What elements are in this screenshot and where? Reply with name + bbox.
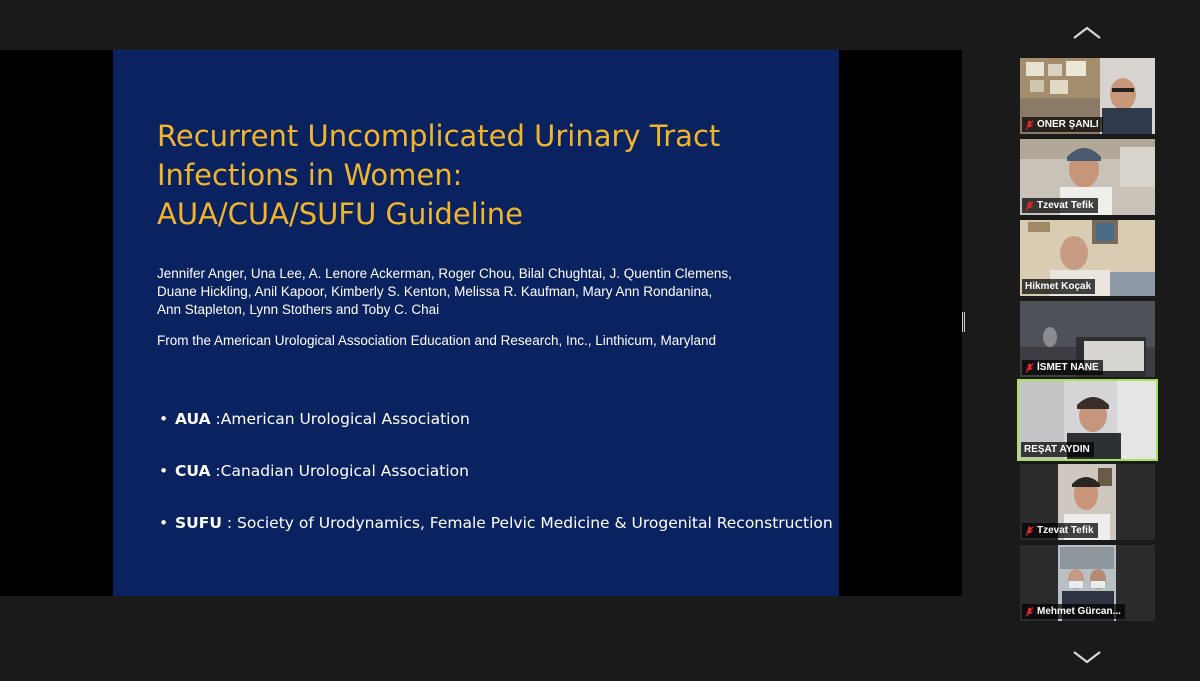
bullet-aua: [159, 410, 470, 428]
participant-name: Tzevat Tefik: [1037, 525, 1094, 536]
bullet-text: :American Urological Association: [210, 410, 470, 428]
participant-name: ONER ŞANLI: [1037, 119, 1099, 130]
chevron-down-icon[interactable]: [1070, 648, 1104, 666]
participant-tile[interactable]: [1020, 464, 1155, 540]
participant-name-tag: [1022, 117, 1103, 132]
slide-affiliation: From the American Urological Association Education and Research, Inc., Linthicum, Maryland: [157, 333, 717, 348]
slide-title-line: Recurrent Uncomplicated Urinary Tract: [157, 119, 721, 153]
bullet-abbr: SUFU: [175, 514, 222, 532]
slide-title-line: AUA/CUA/SUFU Guideline: [157, 197, 524, 231]
mic-off-icon: [1025, 363, 1034, 373]
authors-line: Ann Stapleton, Lynn Stothers and Toby C. Chai: [157, 302, 440, 317]
participant-name: Mehmet Gürcan...: [1037, 606, 1121, 617]
authors-line: Jennifer Anger, Una Lee, A. Lenore Ackerman, Roger Chou, Bilal Chughtai, J. Quentin Clemens,: [157, 266, 732, 281]
participant-name-tag: [1022, 279, 1095, 294]
participant-name-tag: [1022, 604, 1125, 619]
participant-tile[interactable]: [1020, 220, 1155, 296]
participant-tile[interactable]: [1020, 139, 1155, 215]
participant-name-tag: [1021, 442, 1094, 457]
bullet-abbr: AUA: [175, 410, 211, 428]
bullet-dot-icon: •: [159, 410, 169, 428]
bullet-cua: [159, 462, 469, 480]
participant-tile[interactable]: [1020, 545, 1155, 621]
mic-off-icon: [1025, 201, 1034, 211]
mic-off-icon: [1025, 607, 1034, 617]
slide-title: [157, 117, 757, 234]
participant-name-tag: [1022, 360, 1103, 375]
slide-title-line: Infections in Women:: [157, 158, 463, 192]
presentation-slide: [113, 50, 839, 596]
participant-tile[interactable]: [1020, 58, 1155, 134]
bullet-sufu: [159, 514, 833, 532]
bullet-dot-icon: •: [159, 514, 169, 532]
participant-name: REŞAT AYDIN: [1024, 444, 1090, 455]
participant-name-tag: [1022, 523, 1098, 538]
participant-name: Tzevat Tefik: [1037, 200, 1094, 211]
slide-authors: [157, 265, 797, 319]
mic-off-icon: [1025, 526, 1034, 536]
participant-name-tag: [1022, 198, 1098, 213]
bullet-abbr: CUA: [175, 462, 211, 480]
participant-tile[interactable]: [1020, 301, 1155, 377]
participant-name: İSMET NANE: [1037, 362, 1099, 373]
participant-tile-active[interactable]: [1017, 379, 1158, 461]
bullet-text: : Society of Urodynamics, Female Pelvic Medicine & Urogenital Reconstruction: [221, 514, 833, 532]
participant-name: Hikmet Koçak: [1025, 281, 1092, 292]
bullet-text: :Canadian Urological Association: [210, 462, 469, 480]
authors-line: Duane Hickling, Anil Kapoor, Kimberly S. Kenton, Melissa R. Kaufman, Mary Ann Rondanina,: [157, 284, 713, 299]
panel-resize-handle[interactable]: [962, 312, 965, 332]
chevron-up-icon[interactable]: [1070, 24, 1104, 42]
mic-off-icon: [1025, 120, 1034, 130]
bullet-dot-icon: •: [159, 462, 169, 480]
